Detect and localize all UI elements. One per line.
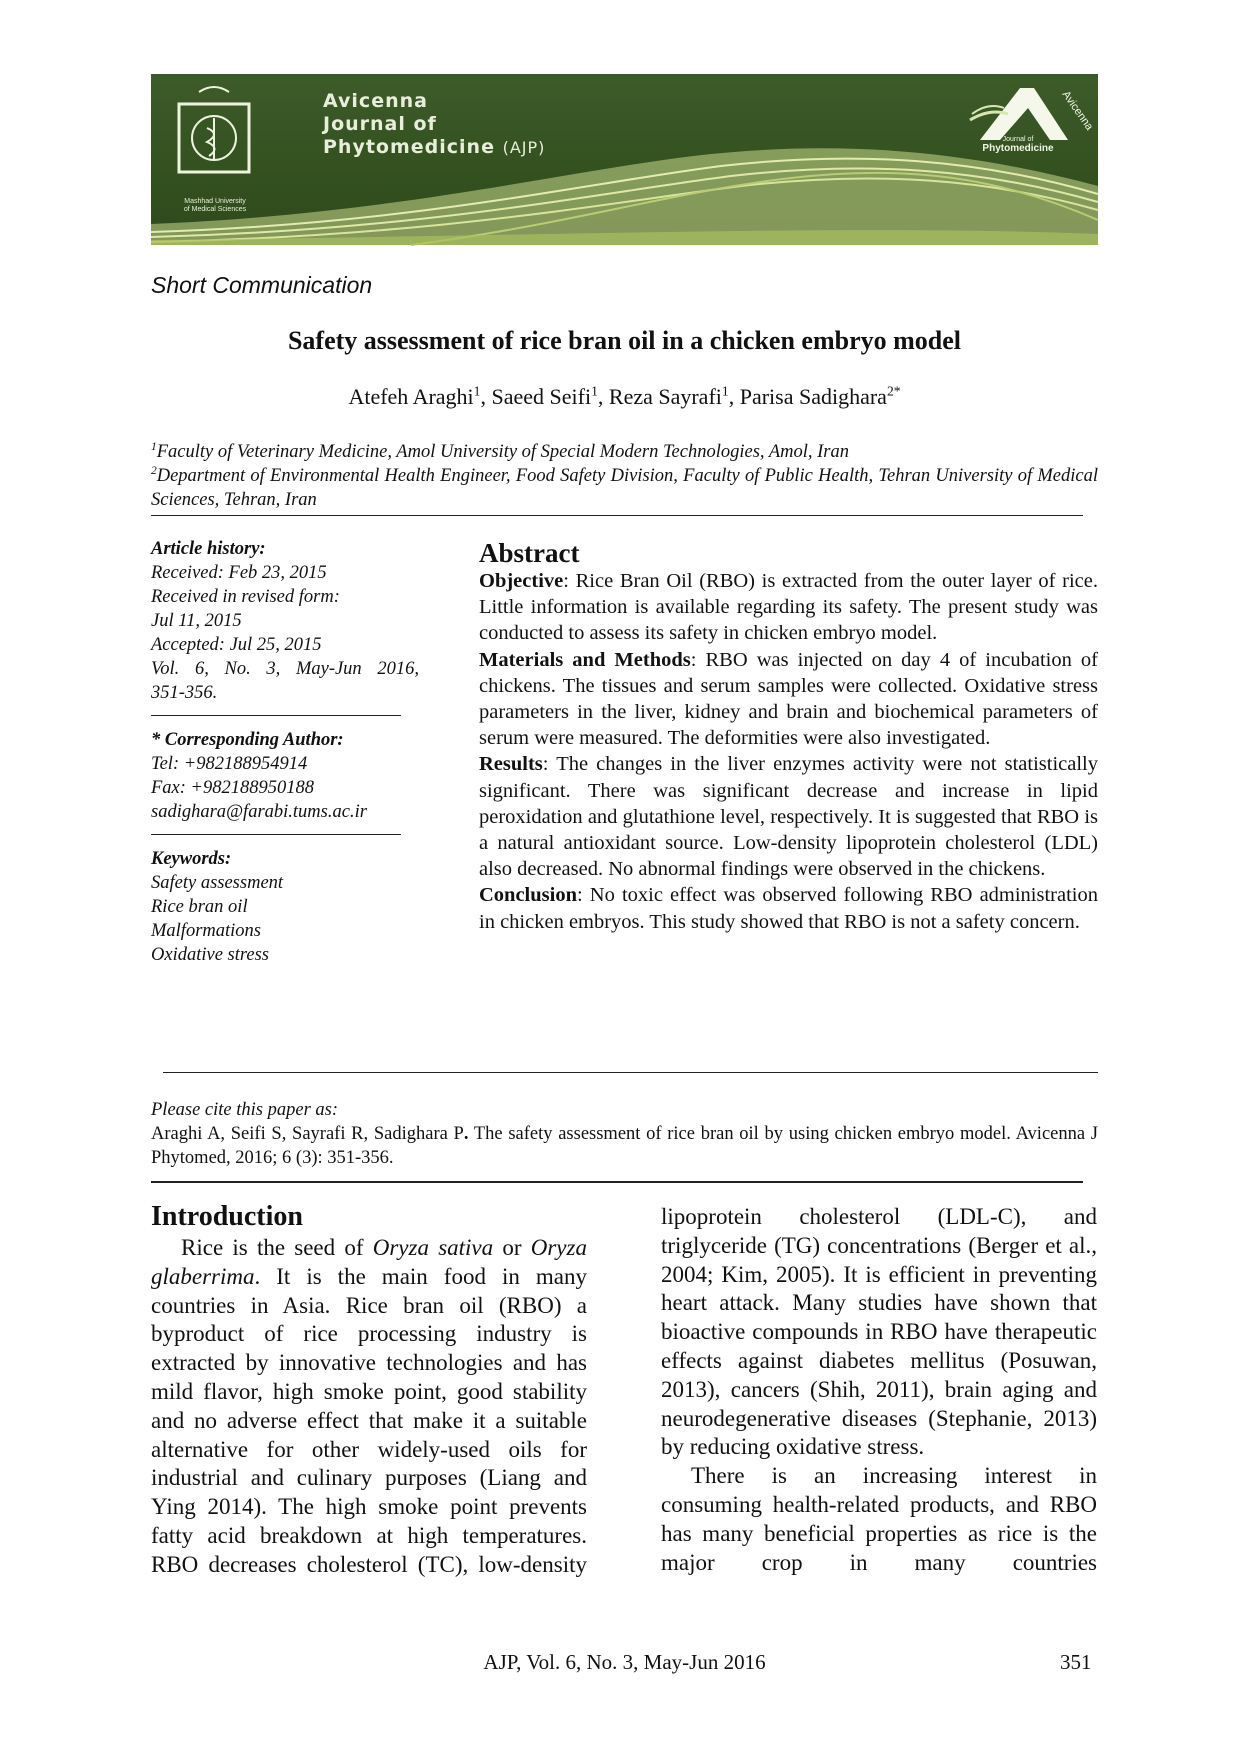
author-name: Reza Sayrafi [608, 384, 722, 409]
university-logo [169, 84, 259, 194]
body-column-left [151, 1200, 587, 1580]
author-name: Saeed Seifi [491, 384, 592, 409]
article-type: Short Communication [151, 272, 373, 298]
author-list: Atefeh Araghi$^1$, Saeed Seifi$^1$, Reza Sayrafi$^1$, Parisa Sadighara$^{2*}$ [348, 383, 901, 409]
keyword: Safety assessment [151, 873, 284, 893]
article-history: Article history: Received: Feb 23, 2015 Received in revised form: Jul 11, 2015 Accepted: Jul 25, 2015 Vol. 6, No. 3, May-Jun 2016, 351-356. [151, 539, 419, 703]
abstract-objective: Objective: Rice Bran Oil (RBO) is extracted from the outer layer of rice. Little information is available regarding its safety. The present study was conducted to assess its safety in chicken embryo model. [479, 570, 1098, 645]
svg-text:Avicenna: Avicenna [1059, 88, 1096, 133]
affiliation-1: $^1$Faculty of Veterinary Medicine, Amol University of Special Modern Technologies, Amol, Iran [151, 440, 849, 462]
author-name: Atefeh Araghi [348, 384, 474, 409]
keywords: Keywords: Safety assessment Rice bran oil Malformations Oxidative stress [151, 847, 419, 967]
author-name: Parisa Sadighara [739, 384, 887, 409]
footer-journal-info: AJP, Vol. 6, No. 3, May-Jun 2016 [483, 1650, 766, 1674]
abstract-methods: Materials and Methods: RBO was injected on day 4 of incubation of chickens. The tissues and serum samples were collected. Oxidative stress parameters in the liver, kidney and brain and biochemical parameters of serum were measured. The deformities were also investigated. [479, 648, 1098, 750]
affiliation-2: $^2$Department of Environmental Health Engineer, Food Safety Division, Faculty of Public Health, Tehran University of Medical Sciences, Tehran, Iran [151, 464, 1098, 510]
ajp-logo [950, 80, 1096, 180]
journal-banner [151, 74, 1098, 245]
page-number: 351 [1060, 1650, 1092, 1674]
abstract-results: Results: The changes in the liver enzymes activity were not statistically significant. There was significant decrease and increase in lipid peroxidation and glutathione level, respectively. It is suggested that RBO is a natural antioxidant source. Low-density lipoprotein cholesterol (LDL) also decreased. No abnormal findings were observed in the chickens. [479, 753, 1098, 881]
university-name: Mashhad University of Medical Sciences [183, 198, 247, 213]
author-email: sadighara@farabi.tums.ac.ir [151, 802, 367, 822]
abstract-heading: Abstract [479, 538, 580, 568]
keyword: Malformations [151, 921, 261, 941]
affiliations [151, 440, 1098, 512]
article-info-sidebar [151, 537, 419, 967]
introduction-heading: Introduction [151, 1201, 303, 1232]
abstract [479, 538, 1098, 935]
journal-name: Avicenna Journal of Phytomedicine (AJP) [323, 90, 546, 158]
header-divider [151, 515, 1083, 516]
abstract-conclusion: Conclusion: No toxic effect was observed following RBO administration in chicken embryos. This study showed that RBO is not a safety concern. [479, 884, 1098, 933]
sidebar-divider [151, 715, 401, 716]
keyword: Oxidative stress [151, 945, 270, 965]
citation-block: Please cite this paper as: Araghi A, Seifi S, Sayrafi R, Sadighara P. The safety assessment of rice bran oil by using chicken embryo model. Avicenna J Phytomed, 2016; 6 (3): 351-356. [151, 1100, 1098, 1168]
abstract-divider [163, 1072, 1098, 1073]
sidebar-divider [151, 834, 401, 835]
ajp-logo-text: Journal of Phytomedicine [982, 136, 1054, 154]
intro-paragraph-1-cont: lipoprotein cholesterol (LDL-C), and triglyceride (TG) concentrations (Berger et al., 2004; Kim, 2005). It is efficient in preventing heart attack. Many studies have shown that bioactive compounds in RBO have therapeutic effects against diabetes mellitus (Posuwan, 2013), cancers (Shih, 2011), brain aging and neurodegenerative diseases (Stephanie, 2013) by reducing oxidative stress. [661, 1204, 1097, 1460]
intro-paragraph-1: Rice is the seed of Oryza sativa or Oryza glaberrima. It is the main food in many countries in Asia. Rice bran oil (RBO) a byproduct of rice processing industry is extracted by innovative technologies and has mild flavor, high smoke point, good stability and no adverse effect that make it a suitable alternative for other widely-used oils for industrial and culinary purposes (Liang and Ying 2014). The high smoke point prevents fatty acid breakdown at high temperatures. RBO decreases cholesterol (TC), low-density [151, 1235, 587, 1577]
paper-title: Safety assessment of rice bran oil in a chicken embryo model [287, 326, 962, 355]
citation-divider [151, 1181, 1083, 1183]
body-column-right [661, 1203, 1097, 1577]
intro-paragraph-2: There is an increasing interest in consuming health-related products, and RBO has many beneficial properties as rice is the major crop in many countries [661, 1463, 1097, 1575]
corresponding-author: * Corresponding Author: Tel: +982188954914 Fax: +982188950188 sadighara@farabi.tums.ac.ir [151, 728, 419, 824]
keyword: Rice bran oil [151, 897, 248, 917]
